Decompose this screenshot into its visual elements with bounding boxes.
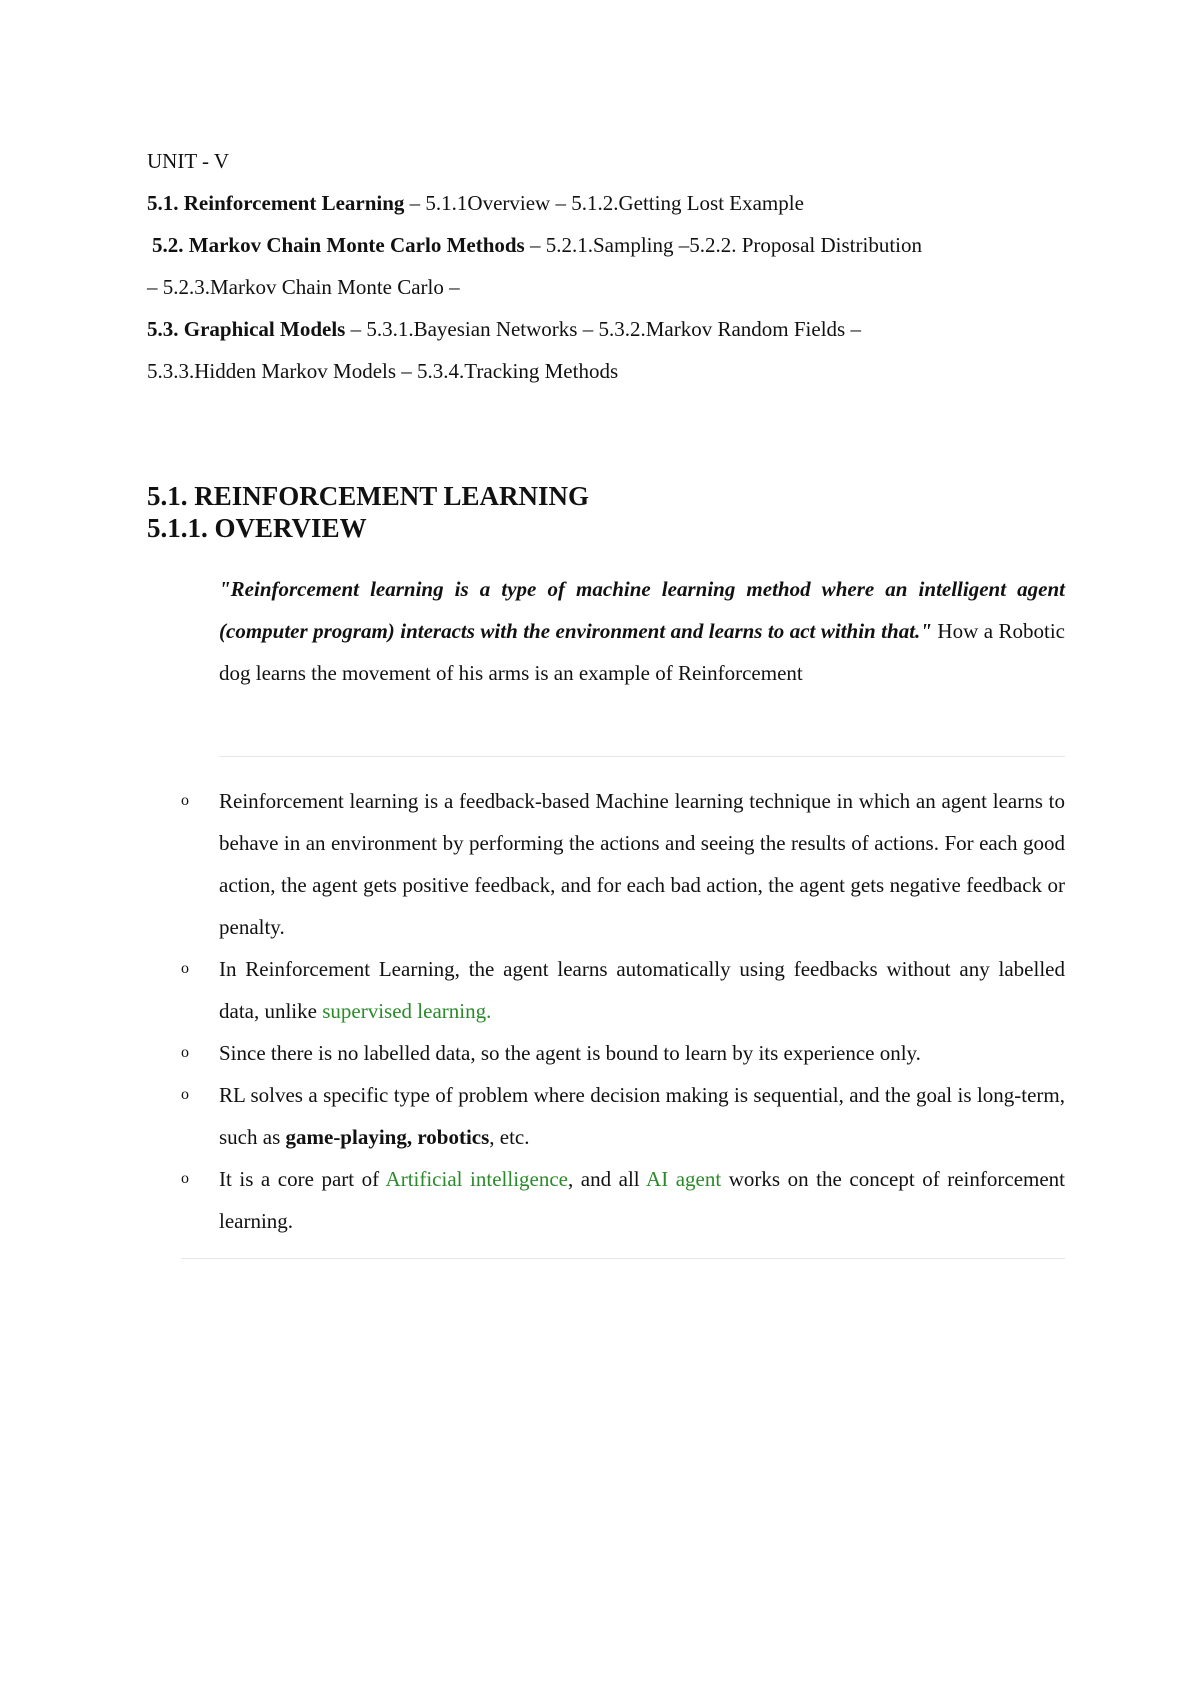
bullet-text-end: works on the concept of reinforcement learning. xyxy=(219,1167,1066,1233)
artificial-intelligence-link[interactable]: Artificial intelligence xyxy=(385,1167,568,1191)
list-item xyxy=(0,948,1065,1032)
section-subheading: 5.1.1. OVERVIEW xyxy=(147,513,367,543)
list-item xyxy=(0,780,1065,948)
toc-head-5-1: 5.1. Reinforcement Learning xyxy=(147,191,405,215)
bullet-text-mid: , and all xyxy=(568,1167,647,1191)
bullet-list xyxy=(0,780,1065,1242)
definition-example: How a Robotic dog learns the movement of his arms is an example of Reinforcement xyxy=(219,619,1065,685)
bullet-bold-text: game-playing, robotics xyxy=(285,1125,490,1149)
list-item xyxy=(0,1074,1065,1158)
bullet-text: Since there is no labelled data, so the agent is bound to learn by its experience only. xyxy=(219,1041,921,1065)
toc-line-5-3 xyxy=(147,315,861,343)
toc-line-5-1 xyxy=(147,189,804,217)
toc-line-5-2-cont: – 5.2.3.Markov Chain Monte Carlo – xyxy=(147,275,460,299)
unit-title: UNIT - V xyxy=(147,149,230,173)
divider-bottom xyxy=(181,1258,1065,1259)
list-item xyxy=(0,1158,1065,1242)
list-item xyxy=(0,1032,1065,1074)
toc-head-5-3: 5.3. Graphical Models xyxy=(147,317,346,341)
bullet-text: In Reinforcement Learning, the agent learns automatically using feedbacks without any labelled data, unlike xyxy=(219,957,1065,1023)
bullet-marker: o xyxy=(181,960,189,977)
toc-rest-5-3: – 5.3.1.Bayesian Networks – 5.3.2.Markov Random Fields – xyxy=(345,317,861,341)
toc-head-5-2: 5.2. Markov Chain Monte Carlo Methods xyxy=(152,233,525,257)
bullet-text: Reinforcement learning is a feedback-based Machine learning technique in which an agent learns to behave in an environment by performing the actions and seeing the results of actions. For each good action, the agent gets positive feedback, and for each bad action, the agent gets negative feedback or penalty. xyxy=(219,789,1065,939)
divider-top xyxy=(219,756,1065,757)
bullet-text: RL solves a specific type of problem where decision making is sequential, and the goal is long-term, such as xyxy=(219,1083,1065,1149)
toc-line-5-3-cont: 5.3.3.Hidden Markov Models – 5.3.4.Tracking Methods xyxy=(147,359,619,383)
section-heading: 5.1. REINFORCEMENT LEARNING xyxy=(147,481,590,511)
bullet-marker: o xyxy=(181,1044,189,1061)
toc-rest-5-1: – 5.1.1Overview – 5.1.2.Getting Lost Example xyxy=(404,191,804,215)
bullet-marker: o xyxy=(181,1170,189,1187)
bullet-marker: o xyxy=(181,1086,189,1103)
toc-rest-5-2: – 5.2.1.Sampling –5.2.2. Proposal Distribution xyxy=(524,233,922,257)
definition-quote xyxy=(219,568,1065,694)
toc-line-5-2 xyxy=(152,231,922,259)
definition-text: "Reinforcement learning is a type of machine learning method where an intelligent agent (computer program) interacts with the environment and learns to act within that." xyxy=(219,577,1065,643)
ai-agent-link[interactable]: AI agent xyxy=(646,1167,722,1191)
bullet-text: It is a core part of xyxy=(219,1167,386,1191)
bullet-marker: o xyxy=(181,792,189,809)
bullet-text-end: , etc. xyxy=(489,1125,530,1149)
supervised-learning-link[interactable]: supervised learning. xyxy=(322,999,492,1023)
